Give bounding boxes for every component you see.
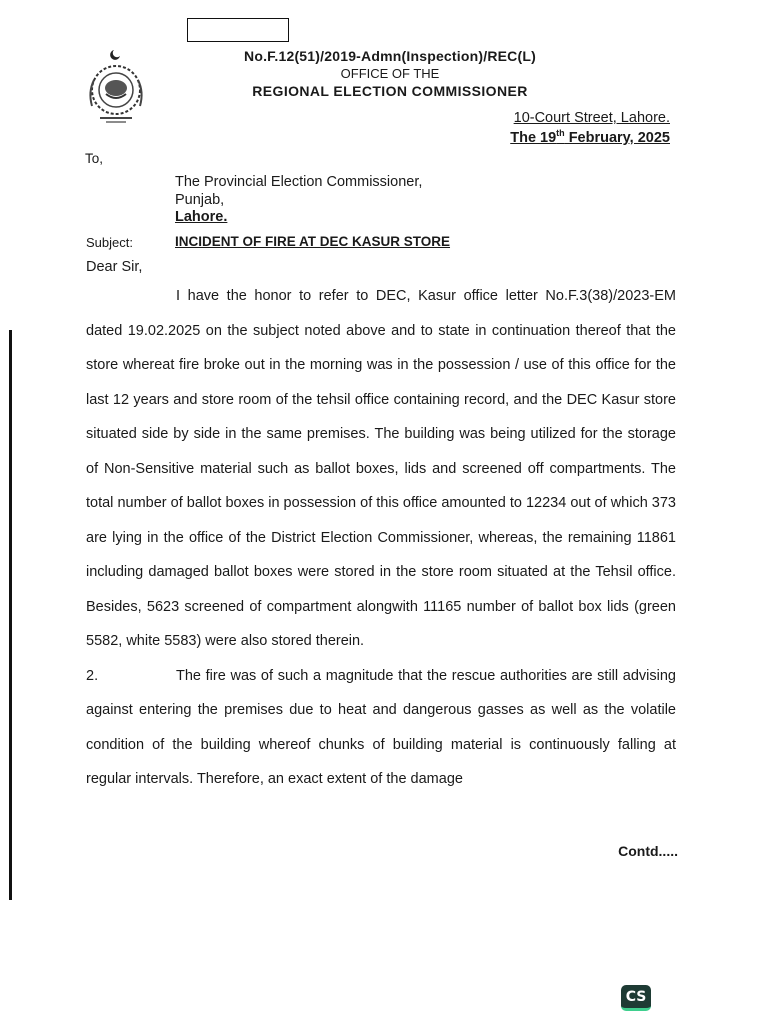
salutation: Dear Sir, <box>86 259 143 275</box>
office-address: 10-Court Street, Lahore. <box>513 110 670 126</box>
letter-body <box>86 279 676 797</box>
recipient-city: Lahore. <box>175 209 228 225</box>
continued-marker: Contd..... <box>618 843 678 859</box>
recipient-province: Punjab, <box>175 192 225 208</box>
recipient-title: The Provincial Election Commissioner, <box>175 174 423 190</box>
subject-text: INCIDENT OF FIRE AT DEC KASUR STORE <box>175 234 451 249</box>
to-label: To, <box>85 151 104 166</box>
letter-date: The 19th February, 2025 <box>510 128 670 146</box>
subject-label: Subject: <box>86 235 133 250</box>
office-of-label: OFFICE OF THE <box>340 66 440 81</box>
office-name: REGIONAL ELECTION COMMISSIONER <box>252 83 528 99</box>
paragraph-1: I have the honor to refer to DEC, Kasur office letter No.F.3(38)/2023-EM dated 19.02.2025 on the subject noted above and to state in continuation thereof that the store whereat fire broke out in the morning was in the possession / use of this office for the last 12 years and store room of the tehsil office containing record, and the DEC Kasur store situated side by side in the same premises. The building was being utilized for the storage of Non-Sensitive material such as ballot boxes, lids and screened off compartments. The total number of ballot boxes in possession of this office amounted to 12234 out of which 373 are lying in the office of the District Election Commissioner, whereas, the remaining 11861 including damaged ballot boxes were stored in the store room situated at the Tehsil office. Besides, 5623 screened of compartment alongwith 11165 number of ballot box lids (green 5582, white 5583) were also stored therein. <box>86 288 676 649</box>
scan-edge-line <box>9 330 12 900</box>
camscanner-badge: CS <box>621 985 651 1011</box>
stamp-box <box>187 18 289 42</box>
reference-number: No.F.12(51)/2019-Admn(Inspection)/REC(L) <box>244 48 536 64</box>
paragraph-2-number: 2. <box>86 667 99 684</box>
paragraph-2: 2. The fire was of such a magnitude that the rescue authorities are still advising against entering the premises due to heat and dangerous gasses as well as the volatile condition of the building whereof chunks of building material is continuously falling at regular intervals. Therefore, an exact extent of the damage <box>86 659 676 797</box>
election-commission-emblem <box>80 48 152 126</box>
